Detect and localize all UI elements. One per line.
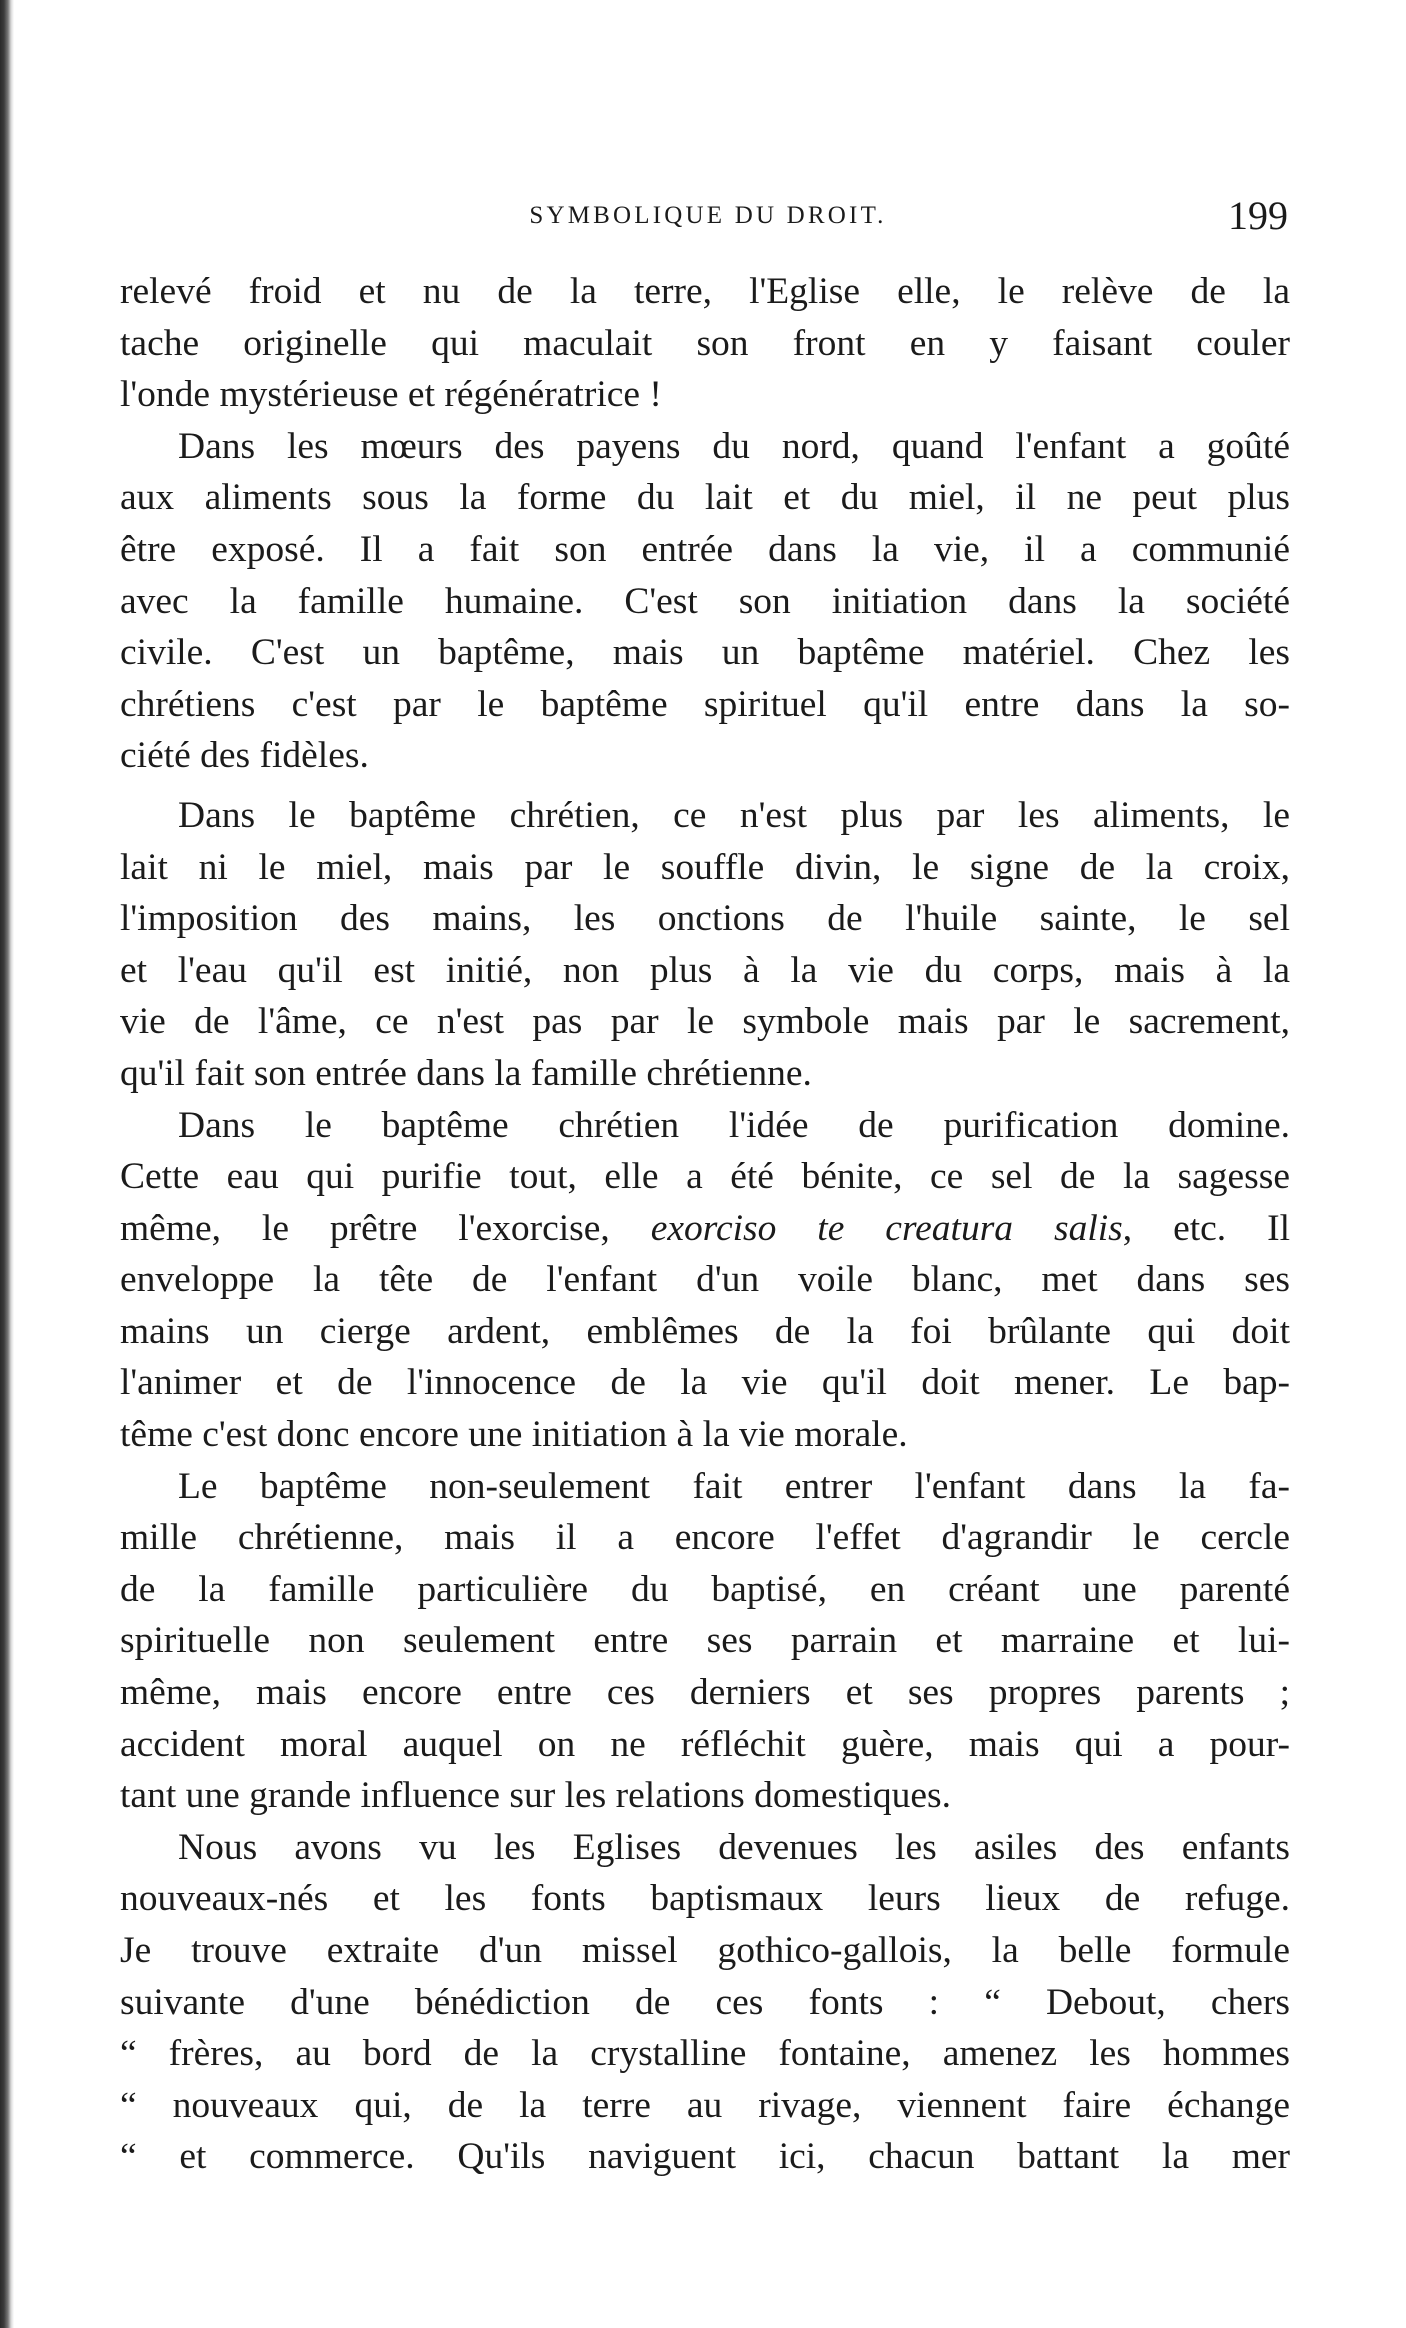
text-line: et l'eau qu'il est initié, non plus à la vie du corps, mais à la — [120, 949, 1290, 991]
text-line: enveloppe la tête de l'enfant d'un voile blanc, met dans ses — [120, 1259, 1290, 1301]
text-line: l'animer et de l'innocence de la vie qu'il doit mener. Le bap- — [120, 1362, 1290, 1404]
text-line: suivante d'une bénédiction de ces fonts : “ Debout, chers — [120, 1981, 1290, 2023]
quoted-line: “ et commerce. Qu'ils naviguent ici, chacun battant la mer — [120, 2136, 1290, 2178]
page-number: 199 — [1228, 193, 1288, 238]
text-line: accident moral auquel on ne réfléchit guère, mais qui a pour- — [120, 1723, 1290, 1765]
text-line: spirituelle non seulement entre ses parrain et marraine et lui- — [120, 1620, 1290, 1662]
text-line: mille chrétienne, mais il a encore l'effet d'agrandir le cercle — [120, 1517, 1290, 1559]
text-line: Cette eau qui purifie tout, elle a été bénite, ce sel de la sagesse — [120, 1156, 1290, 1198]
paragraph-first-line: Dans les mœurs des payens du nord, quand l'enfant a goûté — [178, 425, 1290, 467]
text-line: lait ni le miel, mais par le souffle divin, le signe de la croix, — [120, 846, 1290, 888]
text-line: l'imposition des mains, les onctions de l'huile sainte, le sel — [120, 898, 1290, 940]
paragraph-first-line: Dans le baptême chrétien, ce n'est plus par les aliments, le — [178, 794, 1290, 836]
text-line: tême c'est donc encore une initiation à la vie morale. — [120, 1414, 908, 1456]
text-line: chrétiens c'est par le baptême spirituel qu'il entre dans la so- — [120, 683, 1290, 725]
latin-quotation: exorciso te creatura salis — [650, 1207, 1123, 1249]
text-line: de la famille particulière du baptisé, en créant une parenté — [120, 1568, 1290, 1610]
text-line: même, mais encore entre ces derniers et ses propres parents ; — [120, 1672, 1290, 1714]
text-line-with-latin — [120, 1203, 1290, 1255]
running-header — [128, 193, 1288, 246]
text-line: avec la famille humaine. C'est son initiation dans la société — [120, 580, 1290, 622]
text-line: ciété des fidèles. — [120, 735, 369, 777]
quoted-line: “ nouveaux qui, de la terre au rivage, viennent faire échange — [120, 2084, 1290, 2126]
quoted-line: “ frères, au bord de la crystalline fontaine, amenez les hommes — [120, 2033, 1290, 2075]
paragraph-first-line: Nous avons vu les Eglises devenues les asiles des enfants — [178, 1826, 1290, 1868]
text-line: Je trouve extraite d'un missel gothico-gallois, la belle formule — [120, 1930, 1290, 1971]
text-line: relevé froid et nu de la terre, l'Eglise elle, le relève de la — [120, 271, 1290, 312]
text-fragment: , etc. Il — [1122, 1207, 1290, 1249]
text-line: vie de l'âme, ce n'est pas par le symbole mais par le sacrement, — [120, 1001, 1290, 1043]
text-line: nouveaux-nés et les fonts baptismaux leurs lieux de refuge. — [120, 1878, 1290, 1920]
page-binding-edge — [0, 0, 14, 2328]
text-fragment: même, le prêtre l'exorcise, — [120, 1207, 651, 1249]
text-line: l'onde mystérieuse et régénératrice ! — [120, 374, 662, 416]
text-line: aux aliments sous la forme du lait et du miel, il ne peut plus — [120, 477, 1290, 519]
text-line: être exposé. Il a fait son entrée dans la vie, il a communié — [120, 528, 1290, 570]
paragraph-first-line: Le baptême non-seulement fait entrer l'enfant dans la fa- — [178, 1465, 1290, 1507]
text-line: civile. C'est un baptême, mais un baptême matériel. Chez les — [120, 632, 1290, 674]
running-title: SYMBOLIQUE DU DROIT. — [529, 202, 887, 229]
text-line: tache originelle qui maculait son front en y faisant couler — [120, 322, 1290, 364]
text-line: qu'il fait son entrée dans la famille chrétienne. — [120, 1052, 812, 1094]
body-text — [120, 266, 1290, 2183]
text-line: mains un cierge ardent, emblêmes de la foi brûlante qui doit — [120, 1310, 1290, 1352]
paragraph-first-line: Dans le baptême chrétien l'idée de purification domine. — [178, 1104, 1290, 1146]
paragraph-gap — [120, 782, 1290, 790]
text-line: tant une grande influence sur les relations domestiques. — [120, 1775, 952, 1817]
